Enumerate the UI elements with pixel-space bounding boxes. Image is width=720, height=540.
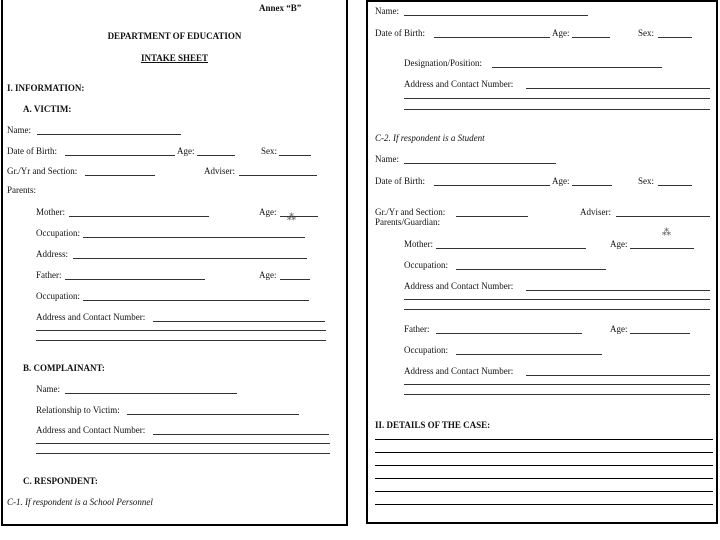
personnel-age-label: Age: [552,28,570,38]
student-sex-label: Sex: [638,176,655,186]
victim-mother-age-label: Age: [259,207,277,217]
personnel-address-contact-line-3[interactable] [404,109,710,110]
personnel-age-field[interactable] [572,37,610,38]
student-mother-address-contact-line-3[interactable] [404,309,710,310]
personnel-designation-field[interactable] [492,67,662,68]
section-information-heading: I. INFORMATION: [7,83,85,93]
form-page-1 [1,0,348,526]
complainant-relationship-field[interactable] [127,414,299,415]
victim-address-contact-line-3[interactable] [36,340,326,341]
respondent-school-personnel-label: C-1. If respondent is a School Personnel [7,497,153,507]
victim-mother-age-field[interactable] [280,216,318,217]
annex-label: Annex “B” [259,3,302,13]
student-father-occupation-label: Occupation: [404,345,448,355]
complainant-name-label: Name: [36,384,60,394]
student-name-field[interactable] [404,163,556,164]
personnel-name-label: Name: [375,6,399,16]
victim-grade-field[interactable] [85,175,155,176]
case-details-line-4[interactable] [375,478,713,479]
complainant-name-field[interactable] [65,393,237,394]
victim-father-label: Father: [36,270,62,280]
pen-mark: ⁂ [287,212,296,222]
student-father-address-contact-field[interactable] [526,375,710,376]
case-details-line-3[interactable] [375,465,713,466]
victim-name-label: Name: [7,125,31,135]
victim-sex-label: Sex: [261,146,278,156]
case-details-line-1[interactable] [375,439,713,440]
complainant-address-contact-label: Address and Contact Number: [36,425,146,435]
student-father-field[interactable] [436,333,582,334]
student-dob-label: Date of Birth: [375,176,425,186]
victim-adviser-label: Adviser: [204,166,235,176]
respondent-student-label: C-2. If respondent is a Student [375,133,485,143]
complainant-address-contact-line-2[interactable] [36,443,330,444]
victim-father-field[interactable] [65,279,205,280]
department-title: DEPARTMENT OF EDUCATION [107,31,242,41]
personnel-designation-label: Designation/Position: [404,58,483,68]
victim-address-field[interactable] [73,258,307,259]
student-grade-field[interactable] [456,216,528,217]
victim-father-age-field[interactable] [280,279,310,280]
victim-dob-label: Date of Birth: [7,146,57,156]
victim-father-age-label: Age: [259,270,277,280]
case-details-line-2[interactable] [375,452,713,453]
student-father-address-contact-line-3[interactable] [404,394,710,395]
student-father-address-contact-label: Address and Contact Number: [404,366,514,376]
complainant-address-contact-field[interactable] [153,434,329,435]
student-father-age-field[interactable] [630,333,690,334]
victim-name-field[interactable] [37,134,181,135]
personnel-dob-field[interactable] [434,37,550,38]
student-father-address-contact-line-2[interactable] [404,384,710,385]
victim-sex-field[interactable] [279,155,311,156]
student-mother-occupation-label: Occupation: [404,260,448,270]
student-age-field[interactable] [572,185,612,186]
victim-address-contact-label: Address and Contact Number: [36,312,146,322]
victim-age-field[interactable] [197,155,235,156]
victim-adviser-field[interactable] [239,175,317,176]
student-father-label: Father: [404,324,430,334]
victim-mother-label: Mother: [36,207,65,217]
student-adviser-field[interactable] [616,216,710,217]
victim-age-label: Age: [177,146,195,156]
student-mother-address-contact-line-2[interactable] [404,299,710,300]
student-adviser-label: Adviser: [580,207,611,217]
student-dob-field[interactable] [434,185,550,186]
personnel-name-field[interactable] [404,15,588,16]
victim-father-occupation-field[interactable] [83,300,309,301]
student-mother-age-label: Age: [610,239,628,249]
victim-address-contact-field[interactable] [153,321,325,322]
student-mother-address-contact-field[interactable] [526,290,710,291]
personnel-sex-label: Sex: [638,28,655,38]
victim-grade-label: Gr./Yr and Section: [7,166,78,176]
student-mother-occupation-field[interactable] [456,269,606,270]
victim-parents-label: Parents: [7,185,36,195]
student-grade-label: Gr./Yr and Section: [375,207,446,217]
personnel-address-contact-line-2[interactable] [404,98,710,99]
student-name-label: Name: [375,154,399,164]
victim-address-label: Address: [36,249,68,259]
student-sex-field[interactable] [658,185,692,186]
complainant-address-contact-line-3[interactable] [36,453,330,454]
victim-address-contact-line-2[interactable] [36,330,326,331]
student-age-label: Age: [552,176,570,186]
personnel-address-contact-label: Address and Contact Number: [404,79,514,89]
personnel-sex-field[interactable] [658,37,692,38]
victim-heading: A. VICTIM: [23,104,72,114]
sheet-title: INTAKE SHEET [140,53,209,63]
respondent-heading: C. RESPONDENT: [23,476,98,486]
details-of-case-heading: II. DETAILS OF THE CASE: [375,420,491,430]
personnel-address-contact-field[interactable] [526,88,710,89]
student-mother-field[interactable] [436,248,586,249]
case-details-line-5[interactable] [375,491,713,492]
case-details-line-6[interactable] [375,504,713,505]
victim-dob-field[interactable] [65,155,175,156]
complainant-relationship-label: Relationship to Victim: [36,405,120,415]
victim-father-occupation-label: Occupation: [36,291,80,301]
pen-mark: ⁂ [662,227,671,237]
student-mother-age-field[interactable] [630,248,694,249]
form-page-2 [366,0,718,524]
student-mother-address-contact-label: Address and Contact Number: [404,281,514,291]
personnel-dob-label: Date of Birth: [375,28,425,38]
student-mother-label: Mother: [404,239,433,249]
student-father-age-label: Age: [610,324,628,334]
victim-mother-occupation-label: Occupation: [36,228,80,238]
student-parents-label: Parents/Guardian: [375,217,440,227]
complainant-heading: B. COMPLAINANT: [23,363,105,373]
student-father-occupation-field[interactable] [456,354,602,355]
victim-mother-field[interactable] [69,216,209,217]
victim-mother-occupation-field[interactable] [83,237,305,238]
